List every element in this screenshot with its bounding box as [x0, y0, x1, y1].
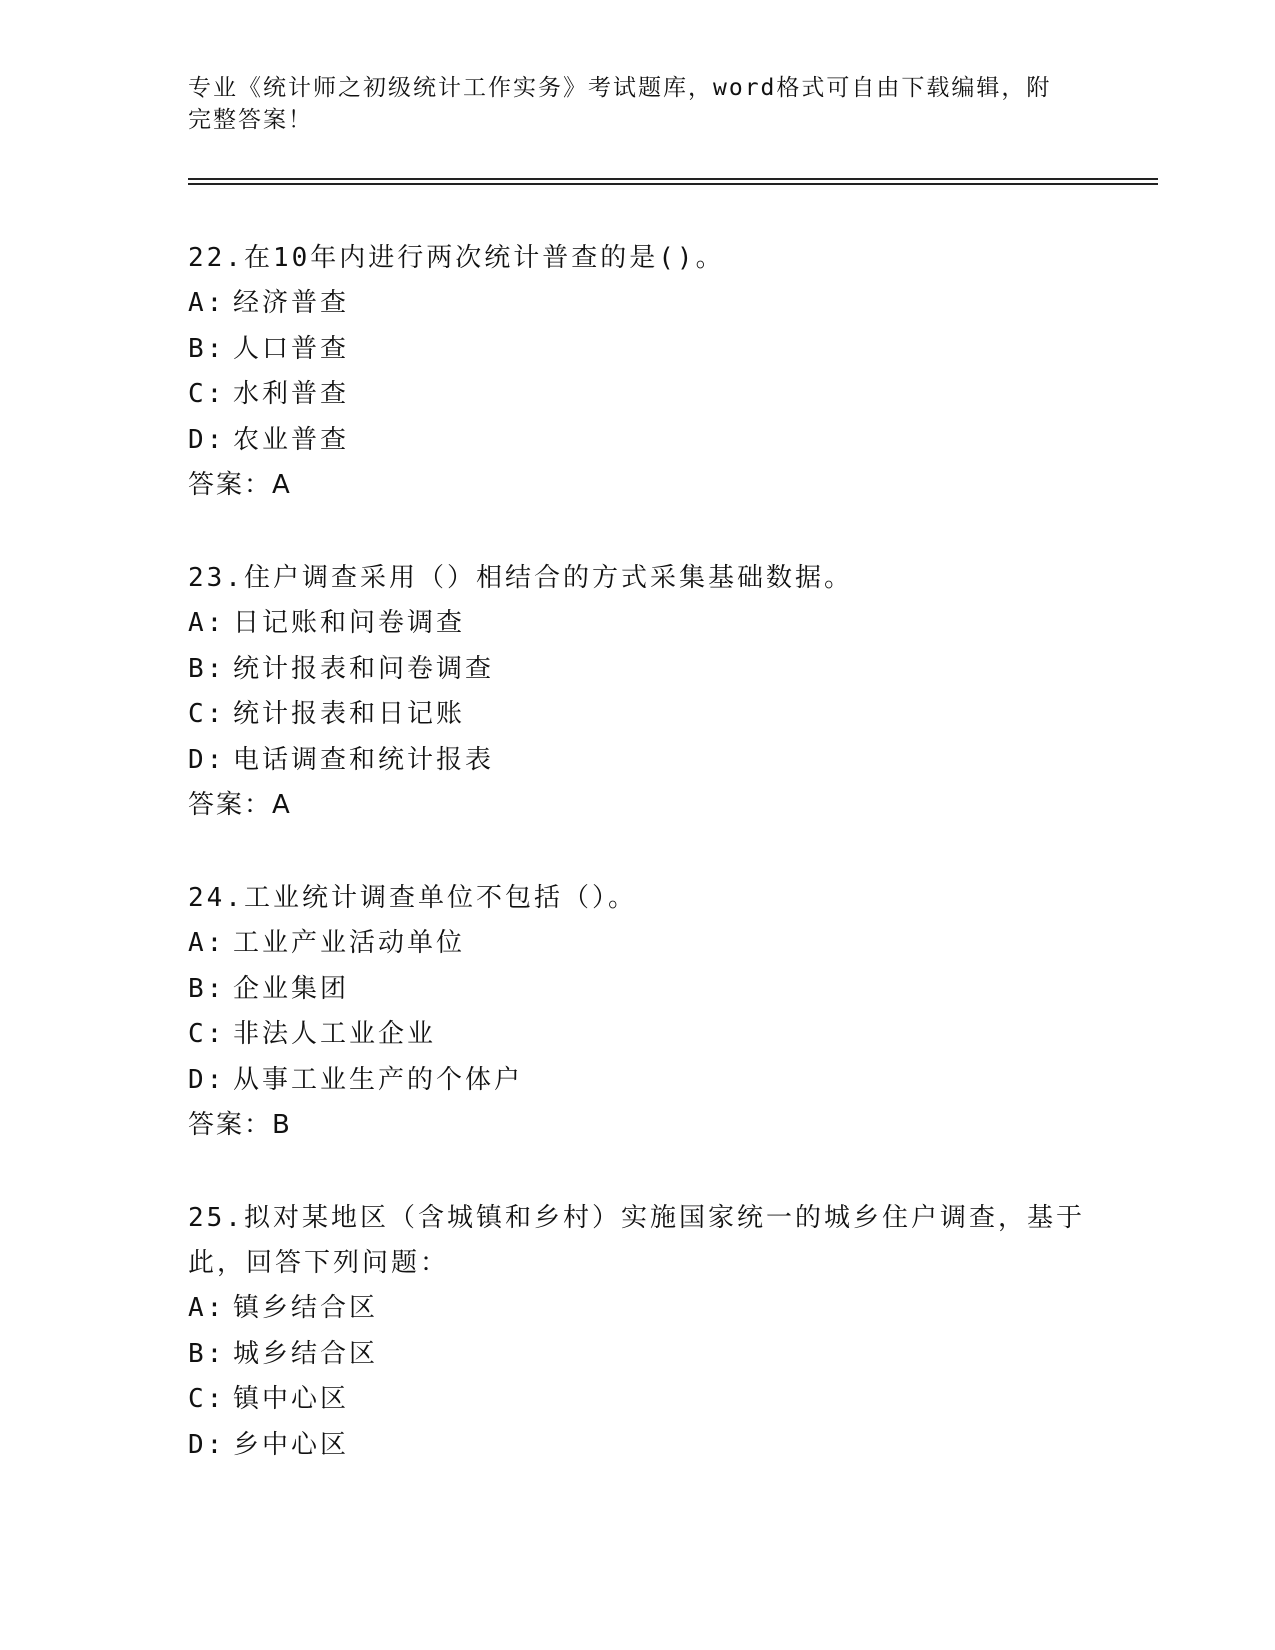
question-stem: 25.拟对某地区（含城镇和乡村）实施国家统一的城乡住户调查，基于此，回答下列问题： [188, 1203, 1085, 1278]
option-key: B: [188, 333, 226, 364]
option-key: D: [188, 1429, 226, 1460]
option-a [188, 281, 1088, 327]
option-d [188, 1423, 1088, 1469]
option-a [188, 601, 1088, 647]
option-key: A: [188, 928, 226, 958]
option-key: B: [188, 973, 226, 1004]
option-d [188, 738, 1088, 784]
option-key: C: [188, 379, 226, 409]
question-23 [188, 556, 1088, 828]
option-text: 镇乡结合区 [233, 1293, 379, 1323]
option-c [188, 372, 1088, 418]
option-text: 人口普查 [233, 333, 350, 364]
option-d [188, 418, 1088, 464]
question-stem: 23.住户调查采用（）相结合的方式采集基础数据。 [188, 563, 853, 593]
option-text: 统计报表和问卷调查 [233, 653, 495, 684]
option-text: 经济普查 [233, 288, 350, 318]
option-key: B: [188, 1338, 226, 1369]
question-22 [188, 236, 1088, 508]
option-key: A: [188, 1293, 226, 1323]
option-c [188, 692, 1088, 738]
question-25 [188, 1196, 1088, 1468]
option-b [188, 1332, 1088, 1378]
option-text: 乡中心区 [233, 1429, 350, 1460]
option-key: C: [188, 699, 226, 729]
option-text: 统计报表和日记账 [233, 699, 466, 729]
option-key: A: [188, 608, 226, 638]
option-text: 日记账和问卷调查 [233, 608, 466, 638]
option-text: 企业集团 [233, 973, 350, 1004]
option-c [188, 1012, 1088, 1058]
option-text: 农业普查 [233, 424, 350, 455]
header-divider-bottom [188, 183, 1158, 185]
option-text: 非法人工业企业 [233, 1019, 437, 1049]
option-key: B: [188, 653, 226, 684]
option-key: D: [188, 1064, 226, 1095]
option-a [188, 921, 1088, 967]
option-text: 镇中心区 [233, 1384, 350, 1414]
answer-line: 答案：A [188, 790, 292, 820]
header-divider-top [188, 178, 1158, 180]
document-header: 专业《统计师之初级统计工作实务》考试题库，word格式可自由下载编辑，附完整答案！ [188, 75, 1052, 133]
option-c [188, 1377, 1088, 1423]
answer-line: 答案：A [188, 470, 292, 500]
option-text: 水利普查 [233, 379, 350, 409]
option-d [188, 1058, 1088, 1104]
option-text: 城乡结合区 [233, 1338, 379, 1369]
option-text: 从事工业生产的个体户 [233, 1064, 524, 1095]
option-key: D: [188, 744, 226, 775]
question-24 [188, 876, 1088, 1148]
option-text: 工业产业活动单位 [233, 928, 466, 958]
option-key: D: [188, 424, 226, 455]
option-text: 电话调查和统计报表 [233, 744, 495, 775]
answer-line: 答案：B [188, 1110, 292, 1140]
question-stem: 22.在10年内进行两次统计普查的是()。 [188, 243, 725, 273]
option-key: C: [188, 1384, 226, 1414]
option-b [188, 647, 1088, 693]
option-key: A: [188, 288, 226, 318]
option-b [188, 327, 1088, 373]
option-key: C: [188, 1019, 226, 1049]
option-b [188, 967, 1088, 1013]
option-a [188, 1286, 1088, 1332]
question-stem: 24.工业统计调查单位不包括（）。 [188, 883, 637, 913]
